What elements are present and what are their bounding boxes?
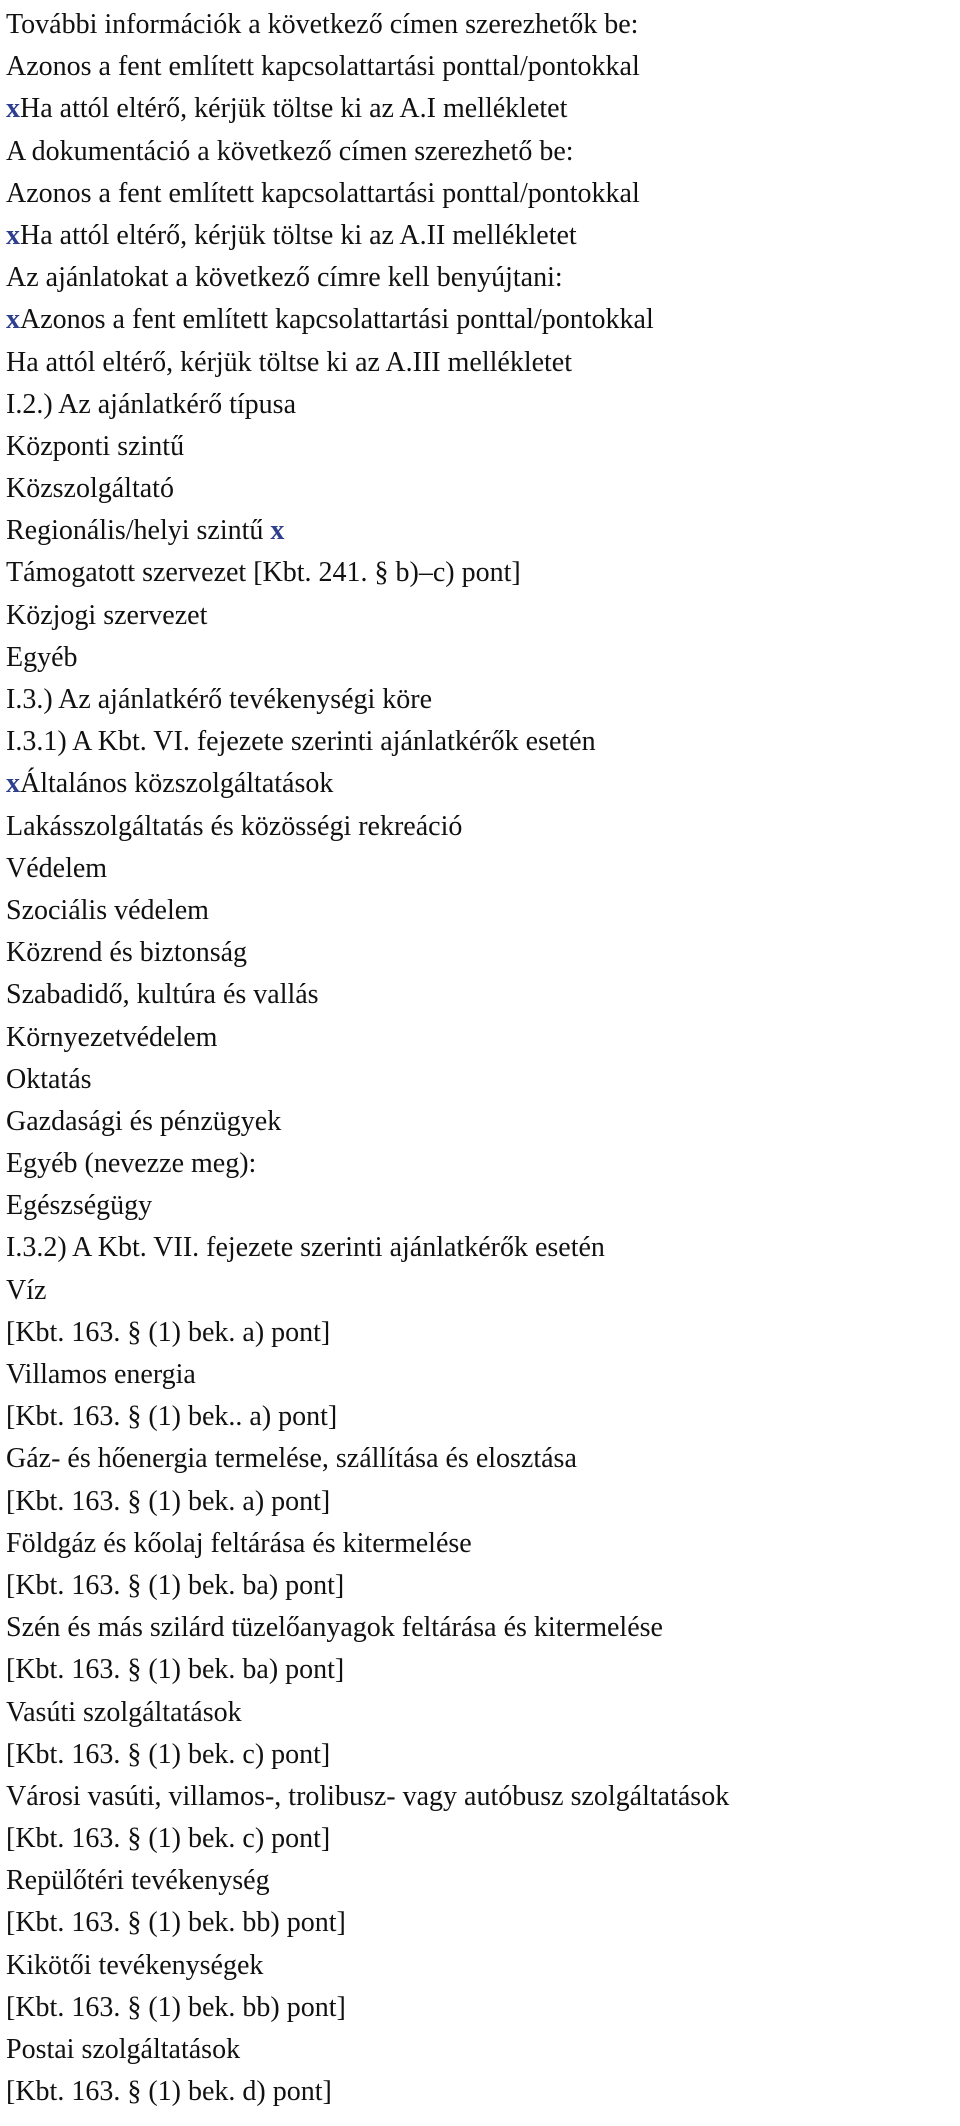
line-text: [Kbt. 163. § (1) bek. a) pont]	[6, 1316, 331, 1348]
text-line	[6, 1692, 960, 1734]
line-text: Villamos energia	[6, 1359, 196, 1390]
text-line	[6, 552, 960, 594]
line-text: Védelem	[6, 852, 108, 884]
line-text: Vasúti szolgáltatások	[6, 1696, 242, 1728]
text-line	[6, 1270, 960, 1312]
text-line	[6, 806, 960, 848]
line-text: Szabadidő, kultúra és vallás	[6, 979, 319, 1011]
text-line	[6, 342, 960, 384]
line-text: Kikötői tevékenységek	[6, 1949, 264, 1981]
text-line	[6, 1354, 960, 1396]
text-line	[6, 1438, 960, 1480]
text-line	[6, 1523, 960, 1565]
text-line	[6, 510, 960, 552]
text-line	[6, 974, 960, 1016]
line-text: Ha attól eltérő, kérjük töltse ki az A.II mellékletet	[20, 219, 577, 251]
line-text: Postai szolgáltatások	[6, 2034, 241, 2065]
text-line	[6, 1017, 960, 1059]
line-text: I.2.) Az ajánlatkérő típusa	[6, 388, 297, 420]
line-text: Víz	[6, 1274, 47, 1306]
line-text: Lakásszolgáltatás és közösségi rekreáció	[6, 810, 463, 842]
text-line	[6, 173, 960, 215]
text-line	[6, 1312, 960, 1354]
line-text: Földgáz és kőolaj feltárása és kitermelése	[6, 1527, 472, 1559]
line-text: Gáz- és hőenergia termelése, szállítása és elosztása	[6, 1443, 577, 1475]
line-text: Azonos a fent említett kapcsolattartási ponttal/pontokkal	[6, 177, 640, 209]
text-line	[6, 1607, 960, 1649]
line-text: Regionális/helyi szintű	[6, 515, 271, 547]
text-line	[6, 46, 960, 88]
line-text: I.3.1) A Kbt. VI. fejezete szerinti ajánlatkérők esetén	[6, 726, 596, 758]
line-text: [Kbt. 163. § (1) bek. bb) pont]	[6, 1907, 346, 1939]
line-text: Egészségügy	[6, 1190, 153, 1222]
line-text: Azonos a fent említett kapcsolattartási ponttal/pontokkal	[6, 51, 640, 83]
text-line	[6, 2029, 960, 2071]
checkbox-mark: x	[6, 93, 20, 125]
checkbox-mark: x	[6, 219, 20, 251]
text-line	[6, 1481, 960, 1523]
line-text: További információk a következő címen szerezhetők be:	[6, 9, 639, 40]
text-line	[6, 1776, 960, 1818]
line-text: [Kbt. 163. § (1) bek. bb) pont]	[6, 1991, 346, 2023]
line-text: Egyéb (nevezze meg):	[6, 1148, 257, 1180]
line-text: [Kbt. 163. § (1) bek. c) pont]	[6, 1823, 331, 1855]
line-text: [Kbt. 163. § (1) bek. ba) pont]	[6, 1569, 345, 1601]
line-text: Városi vasúti, villamos-, trolibusz- vagy autóbusz szolgáltatások	[6, 1780, 730, 1812]
text-line	[6, 426, 960, 468]
text-line	[6, 257, 960, 299]
text-line	[6, 763, 960, 805]
line-text: I.3.) Az ajánlatkérő tevékenységi köre	[6, 684, 433, 715]
text-line	[6, 1987, 960, 2029]
line-text: Szén és más szilárd tüzelőanyagok feltárása és kitermelése	[6, 1612, 663, 1644]
text-line	[6, 215, 960, 257]
text-line	[6, 1059, 960, 1101]
line-text: Azonos a fent említett kapcsolattartási ponttal/pontokkal	[20, 304, 654, 336]
line-text: Repülőtéri tevékenység	[6, 1865, 270, 1897]
text-line	[6, 299, 960, 341]
line-text: [Kbt. 163. § (1) bek. d) pont]	[6, 2076, 332, 2108]
text-line	[6, 131, 960, 173]
line-text: Általános közszolgáltatások	[20, 768, 334, 800]
text-line	[6, 2071, 960, 2113]
text-line	[6, 468, 960, 510]
line-text: Gazdasági és pénzügyek	[6, 1105, 282, 1137]
line-text: A dokumentáció a következő címen szerezhető be:	[6, 135, 574, 167]
text-line	[6, 1565, 960, 1607]
text-line	[6, 721, 960, 763]
line-text: Támogatott szervezet [Kbt. 241. § b)–c) pont]	[6, 557, 521, 589]
text-line	[6, 384, 960, 426]
line-text: [Kbt. 163. § (1) bek. a) pont]	[6, 1485, 331, 1517]
line-text: [Kbt. 163. § (1) bek.. a) pont]	[6, 1401, 338, 1433]
checkbox-mark: x	[6, 768, 20, 800]
line-text: [Kbt. 163. § (1) bek. ba) pont]	[6, 1654, 345, 1686]
text-line	[6, 1818, 960, 1860]
text-line	[6, 88, 960, 130]
line-text: Ha attól eltérő, kérjük töltse ki az A.III mellékletet	[6, 346, 573, 378]
text-line	[6, 1143, 960, 1185]
text-line	[6, 1902, 960, 1944]
text-line	[6, 1227, 960, 1269]
line-text: I.3.2) A Kbt. VII. fejezete szerinti ajánlatkérők esetén	[6, 1232, 605, 1264]
text-line	[6, 890, 960, 932]
line-text: Az ajánlatokat a következő címre kell benyújtani:	[6, 262, 563, 294]
line-text: Oktatás	[6, 1063, 92, 1095]
text-line	[6, 637, 960, 679]
checkbox-mark: x	[6, 304, 20, 336]
line-text: Szociális védelem	[6, 894, 209, 926]
text-line	[6, 1649, 960, 1691]
text-line	[6, 932, 960, 974]
line-text: Egyéb	[6, 641, 78, 673]
checkbox-mark: x	[270, 515, 285, 547]
text-line	[6, 848, 960, 890]
line-text: Ha attól eltérő, kérjük töltse ki az A.I mellékletet	[20, 93, 568, 125]
text-line	[6, 1734, 960, 1776]
line-text: Központi szintű	[6, 430, 185, 462]
text-line	[6, 1101, 960, 1143]
text-line	[6, 1860, 960, 1902]
text-line	[6, 1185, 960, 1227]
line-text: [Kbt. 163. § (1) bek. c) pont]	[6, 1738, 331, 1770]
line-text: Környezetvédelem	[6, 1021, 218, 1053]
text-line	[6, 1396, 960, 1438]
line-text: Közszolgáltató	[6, 473, 174, 505]
text-line	[6, 595, 960, 637]
text-line	[6, 4, 960, 46]
line-text: Közjogi szervezet	[6, 599, 208, 631]
text-line	[6, 1945, 960, 1987]
line-text: Közrend és biztonság	[6, 937, 248, 969]
text-line	[6, 679, 960, 721]
